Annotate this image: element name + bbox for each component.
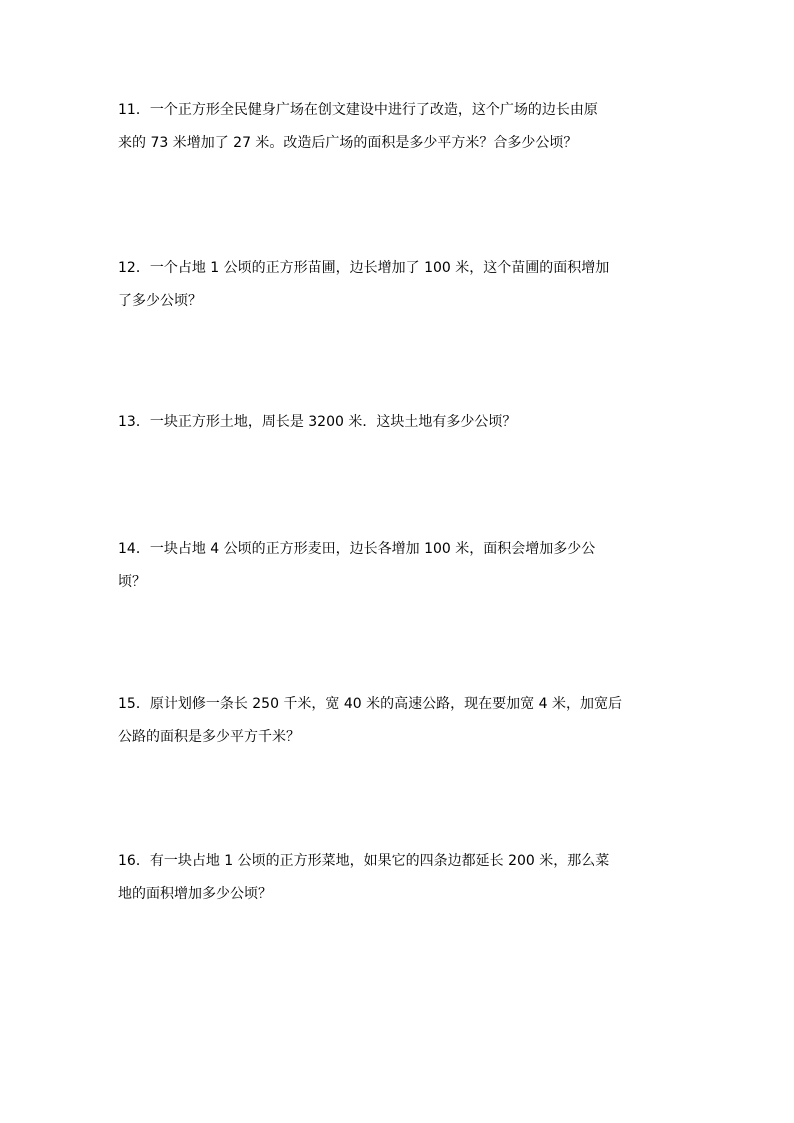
question-text-line: 16．有一块占地 1 公顷的正方形菜地，如果它的四条边都延长 200 米，那么菜 — [118, 853, 610, 869]
question-text-line: 地的面积增加多少公顷？ — [118, 886, 272, 902]
question-15 — [118, 688, 678, 754]
question-12 — [118, 252, 678, 318]
question-11 — [118, 94, 678, 160]
question-13 — [118, 406, 678, 439]
question-text-line: 15．原计划修一条长 250 千米，宽 40 米的高速公路，现在要加宽 4 米，加宽后 — [118, 696, 622, 712]
question-text-line: 公路的面积是多少平方千米？ — [118, 729, 300, 745]
question-14 — [118, 533, 678, 599]
question-text-line: 14．一块占地 4 公顷的正方形麦田，边长各增加 100 米，面积会增加多少公 — [118, 541, 596, 557]
question-text-line: 来的 73 米增加了 27 米。改造后广场的面积是多少平方米？合多少公顷？ — [118, 135, 578, 151]
question-16 — [118, 845, 678, 911]
question-text-line: 顷？ — [118, 574, 146, 590]
question-text-line: 12．一个占地 1 公顷的正方形苗圃，边长增加了 100 米，这个苗圃的面积增加 — [118, 260, 610, 276]
question-text-line: 11．一个正方形全民健身广场在创文建设中进行了改造，这个广场的边长由原 — [118, 102, 598, 118]
question-text-line: 了多少公顷？ — [118, 293, 202, 309]
question-text-line: 13．一块正方形土地，周长是 3200 米．这块土地有多少公顷？ — [118, 414, 517, 430]
